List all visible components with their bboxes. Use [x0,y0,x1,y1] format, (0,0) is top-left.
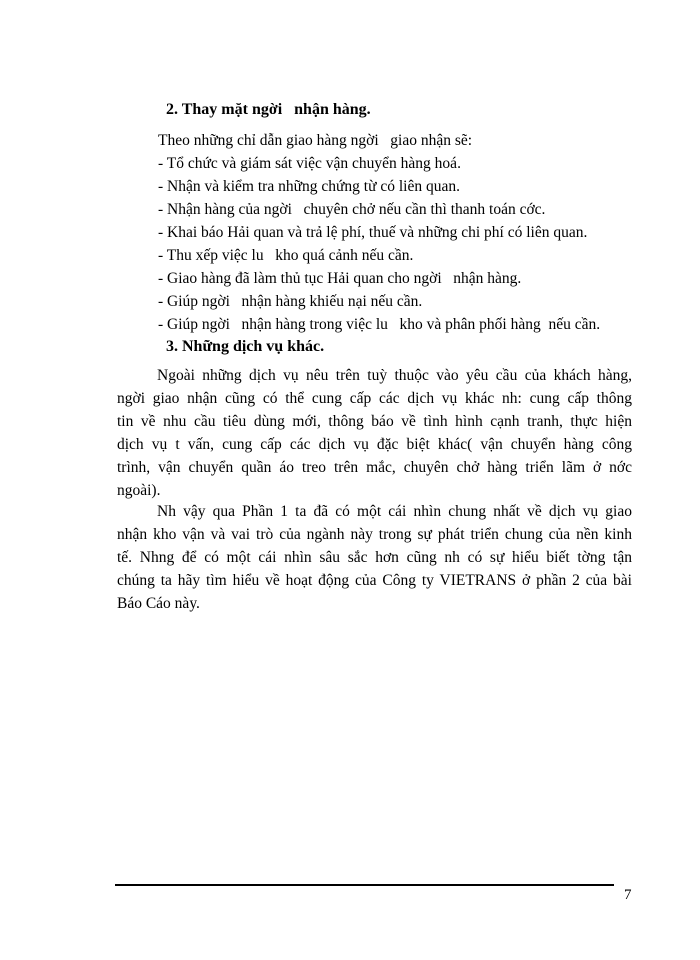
paragraph-line: tin về nhu cầu tiêu dùng mới, thông báo về tình hình cạnh tranh, thực hiện [117,413,632,430]
paragraph-line: Nh vậy qua Phần 1 ta đã có một cái nhìn chung nhất về dịch vụ giao [157,503,632,520]
list-item: - Khai báo Hải quan và trả lệ phí, thuế và những chi phí có liên quan. [158,224,588,241]
list-item: - Tổ chức và giám sát việc vận chuyển hàng hoá. [158,155,461,172]
paragraph-line: ngời giao nhận cũng có thể cung cấp các dịch vụ khác nh: cung cấp thông [117,390,632,407]
section-3-paragraph-2 [117,500,632,615]
paragraph-line: Báo Cáo này. [117,595,200,612]
list-item: - Thu xếp việc lu kho quá cảnh nếu cần. [158,247,414,264]
list-item: - Giúp ngời nhận hàng trong việc lu kho và phân phối hàng nếu cần. [158,316,601,333]
section-3-heading: 3. Những dịch vụ khác. [166,338,325,355]
section-3-paragraph-1 [117,364,632,502]
page-number: 7 [624,887,632,903]
paragraph-line: dịch vụ t vấn, cung cấp các dịch vụ đặc biệt khác( vận chuyển hàng công [117,436,632,453]
paragraph-line: chúng ta hãy tìm hiểu về hoạt động của Công ty VIETRANS ở phần 2 của bài [117,572,632,589]
list-item: - Nhận hàng của ngời chuyên chở nếu cần thì thanh toán cớc. [158,201,546,218]
paragraph-line: Ngoài những dịch vụ nêu trên tuỳ thuộc vào yêu cầu của khách hàng, [157,367,632,384]
paragraph-line: tế. Nhng để có một cái nhìn sâu sắc hơn cũng nh có sự hiểu biết tờng tận [117,549,632,566]
paragraph-line: nhận kho vận và vai trò của ngành này trong sự phát triển chung của nền kinh [117,526,632,543]
paragraph-line: ngoài). [117,482,161,499]
list-item: - Giúp ngời nhận hàng khiếu nại nếu cần. [158,293,423,310]
paragraph-line: trình, vận chuyển quần áo treo trên mắc, chuyên chở hàng triển lãm ở nớc [117,459,632,476]
list-item: - Giao hàng đã làm thủ tục Hải quan cho ngời nhận hàng. [158,270,522,287]
footer-divider [115,884,614,886]
list-item: - Nhận và kiểm tra những chứng từ có liên quan. [158,178,460,195]
section-2-heading: 2. Thay mặt ngời nhận hàng. [166,101,371,118]
section-2-intro: Theo những chỉ dẫn giao hàng ngời giao nhận sẽ: [158,132,473,149]
